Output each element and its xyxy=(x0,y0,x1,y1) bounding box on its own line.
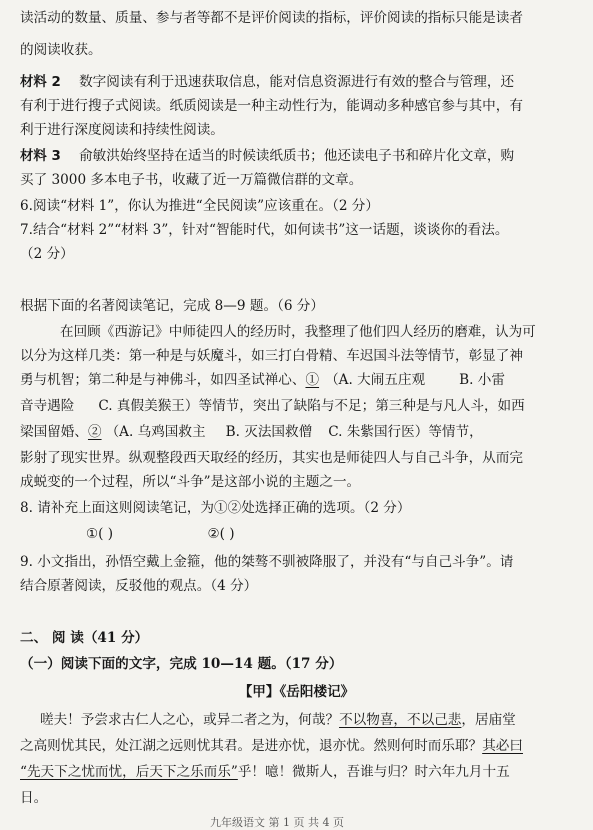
note-line7: 成蜕变的一个过程，所以“斗争”是这部小说的主题之一。 xyxy=(20,474,361,490)
note-line3: 勇与机智；第二种是与神佛斗，如四圣试禅心、① （A. 大闹五庄观 B. 小雷 xyxy=(20,372,505,388)
material1-line1: 读活动的数量、质量、参与者等都不是评价阅读的指标，评价阅读的指标只能是读者 xyxy=(20,10,523,26)
subsection-1-heading: （一）阅读下面的文字，完成 10—14 题。（17 分） xyxy=(20,656,343,672)
option-answer-2[interactable]: ②( ) xyxy=(207,526,235,542)
question-7-line1: 7.结合“材料 2”“材料 3”，针对“智能时代，如何读书”这一话题，谈谈你的看法。 xyxy=(20,222,509,238)
option-answer-1[interactable]: ①( ) xyxy=(86,526,114,542)
passage-line2: 之高则忧其民，处江湖之远则忧其君。是进亦忧，退亦忧。然则何时而乐耶？其必曰 xyxy=(20,738,523,754)
question-6: 6.阅读“材料 1”，你认为推进“全民阅读”应该重在。（2 分） xyxy=(20,198,379,214)
note-line6: 影射了现实世界。纵观整段西天取经的经历，其实也是师徒四人与自己斗争，从而完 xyxy=(20,450,523,466)
passage-line3: “先天下之忧而忧，后天下之乐而乐”乎！噫！微斯人，吾谁与归？时六年九月十五 xyxy=(20,764,510,780)
passage-line1: 嗟夫！予尝求古仁人之心，或异二者之为，何哉？不以物喜，不以己悲，居庙堂 xyxy=(40,712,516,728)
section-intro: 根据下面的名著阅读笔记，完成 8—9 题。（6 分） xyxy=(20,298,324,314)
material2-line1: 材料 2 数字阅读有利于迅速获取信息，能对信息资源进行有效的整合与管理，还 xyxy=(20,74,515,90)
material2-label: 材料 2 xyxy=(20,75,61,90)
material3-line2: 买了 3000 多本电子书，收藏了近一万篇微信群的文章。 xyxy=(20,172,363,188)
note-line5: 梁国留婚、② （A. 乌鸡国救主 B. 灭法国救僧 C. 朱紫国行医）等情节， xyxy=(20,424,483,440)
note-line1: 在回顾《西游记》中师徒四人的经历时，我整理了他们四人经历的磨难，认为可 xyxy=(60,324,536,340)
note-line4: 音寺遇险 C. 真假美猴王）等情节，突出了缺陷与不足；第三种是与凡人斗，如西 xyxy=(20,398,525,414)
section-2-heading: 二、 阅 读（41 分） xyxy=(20,630,149,646)
question-9-line1: 9. 小文指出，孙悟空戴上金箍，他的桀骜不驯被降服了，并没有“与自己斗争”。请 xyxy=(20,554,514,570)
material2-line2: 有利于进行搜子式阅读。纸质阅读是一种主动性行为，能调动多种感官参与其中，有 xyxy=(20,98,523,114)
material2-line3: 利于进行深度阅读和持续性阅读。 xyxy=(20,122,224,138)
material1-line2: 的阅读收获。 xyxy=(20,42,102,58)
blank-marker-1: ① xyxy=(305,372,320,388)
blank-marker-2: ② xyxy=(87,424,102,440)
passage-line4: 日。 xyxy=(20,790,48,806)
page-footer: 九年级语文 第 1 页 共 4 页 xyxy=(210,816,344,829)
question-8-options xyxy=(86,524,593,544)
question-8: 8. 请补充上面这则阅读笔记，为①②处选择正确的选项。（2 分） xyxy=(20,500,411,516)
note-line2: 以分为这样几类：第一种是与妖魔斗，如三打白骨精、车迟国斗法等情节，彰显了神 xyxy=(20,348,523,364)
material3-label: 材料 3 xyxy=(20,149,61,164)
material3-line1: 材料 3 俞敏洪始终坚持在适当的时候读纸质书；他还读电子书和碎片化文章，购 xyxy=(20,148,515,164)
question-9-line2: 结合原著阅读，反驳他的观点。（4 分） xyxy=(20,578,258,594)
passage-title: 【甲】《岳阳楼记》 xyxy=(238,684,355,700)
question-7-line2: （2 分） xyxy=(20,246,74,262)
